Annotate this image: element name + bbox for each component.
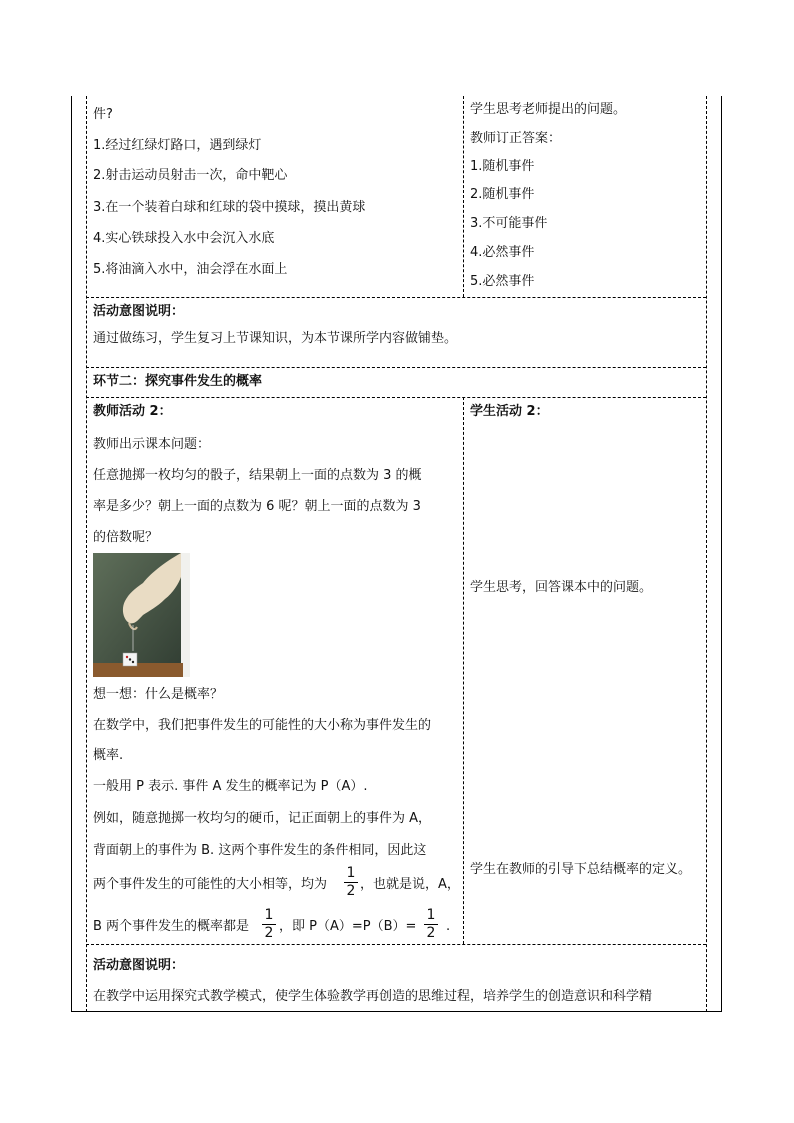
student-answer-2: 学生在教师的引导下总结概率的定义。 bbox=[470, 862, 692, 877]
inner-left-border bbox=[86, 96, 87, 1012]
frac-numerator: 1 bbox=[346, 865, 356, 881]
frac-denominator: 2 bbox=[346, 883, 356, 899]
teacher-line-3: 率是多少？朝上一面的点数为 6 呢？朝上一面的点数为 3 bbox=[93, 499, 421, 514]
student-think-text: 学生思考老师提出的问题。 bbox=[470, 102, 627, 117]
exercise-question-tail: 件? bbox=[93, 107, 113, 122]
teacher-line-11a: 两个事件发生的可能性的大小相等，均为 bbox=[93, 877, 328, 892]
teacher-line-9: 例如，随意抛掷一枚均匀的硬币，记正面朝上的事件为 A， bbox=[93, 811, 432, 826]
exercise-item-1: 1.经过红绿灯路口，遇到绿灯 bbox=[93, 138, 262, 153]
student-activity-label: 学生活动 2： bbox=[470, 404, 549, 419]
exercise-item-2: 2.射击运动员射击一次，命中靶心 bbox=[93, 168, 288, 183]
frac-numerator: 1 bbox=[264, 907, 274, 923]
frac-denominator: 2 bbox=[264, 925, 274, 941]
teacher-activity-label: 教师活动 2： bbox=[93, 404, 172, 419]
exercise-item-4: 4.实心铁球投入水中会沉入水底 bbox=[93, 231, 275, 246]
think-question: 想一想：什么是概率？ bbox=[93, 687, 224, 702]
answer-1: 1.随机事件 bbox=[470, 159, 535, 174]
frac-numerator: 1 bbox=[426, 907, 436, 923]
intent-text-2: 在教学中运用探究式教学模式，使学生体验教学再创造的思维过程，培养学生的创造意识和科学精 bbox=[93, 989, 653, 1004]
answer-4: 4.必然事件 bbox=[470, 245, 535, 260]
teacher-line-11b: ，也就是说，A， bbox=[360, 877, 460, 892]
intent-label-2: 活动意图说明： bbox=[93, 958, 185, 973]
teacher-correct-label: 教师订正答案： bbox=[470, 131, 562, 146]
teacher-line-1: 教师出示课本问题： bbox=[93, 437, 211, 452]
answer-2: 2.随机事件 bbox=[470, 187, 535, 202]
teacher-line-10: 背面朝上的事件为 B. 这两个事件发生的条件相同，因此这 bbox=[93, 843, 427, 858]
column-divider-row1 bbox=[463, 96, 464, 297]
exercise-item-3: 3.在一个装着白球和红球的袋中摸球，摸出黄球 bbox=[93, 200, 366, 215]
teacher-line-12c: . bbox=[446, 919, 451, 934]
fraction-one-half-1 bbox=[344, 866, 358, 899]
answer-3: 3.不可能事件 bbox=[470, 216, 548, 231]
exercise-item-5: 5.将油滴入水中，油会浮在水面上 bbox=[93, 262, 288, 277]
dice-drop-photo bbox=[93, 553, 190, 677]
fraction-one-half-3 bbox=[424, 908, 438, 941]
teacher-line-4: 的倍数呢？ bbox=[93, 530, 159, 545]
teacher-line-7: 概率. bbox=[93, 748, 124, 763]
section-title-2: 环节二：探究事件发生的概率 bbox=[93, 374, 263, 389]
intent-text-1: 通过做练习，学生复习上节课知识，为本节课所学内容做铺垫。 bbox=[93, 331, 458, 346]
inner-right-border bbox=[706, 96, 707, 1012]
fraction-one-half-2 bbox=[262, 908, 276, 941]
row-divider-3 bbox=[86, 397, 706, 398]
teacher-line-2: 任意抛掷一枚均匀的骰子，结果朝上一面的点数为 3 的概 bbox=[93, 468, 422, 483]
teacher-line-8: 一般用 P 表示. 事件 A 发生的概率记为 P（A）. bbox=[93, 779, 368, 794]
teacher-line-6: 在数学中，我们把事件发生的可能性的大小称为事件发生的 bbox=[93, 718, 432, 733]
teacher-line-12a: B 两个事件发生的概率都是 bbox=[93, 919, 250, 934]
frac-denominator: 2 bbox=[426, 925, 436, 941]
row-divider-1 bbox=[86, 297, 706, 298]
teacher-line-12b: ，即 P（A）=P（B）= bbox=[279, 919, 417, 934]
answer-5: 5.必然事件 bbox=[470, 274, 535, 289]
column-divider-row2 bbox=[463, 397, 464, 944]
student-answer-1: 学生思考，回答课本中的问题。 bbox=[470, 580, 653, 595]
intent-label-1: 活动意图说明： bbox=[93, 304, 185, 319]
row-divider-2 bbox=[86, 367, 706, 368]
row-divider-4 bbox=[86, 944, 706, 945]
